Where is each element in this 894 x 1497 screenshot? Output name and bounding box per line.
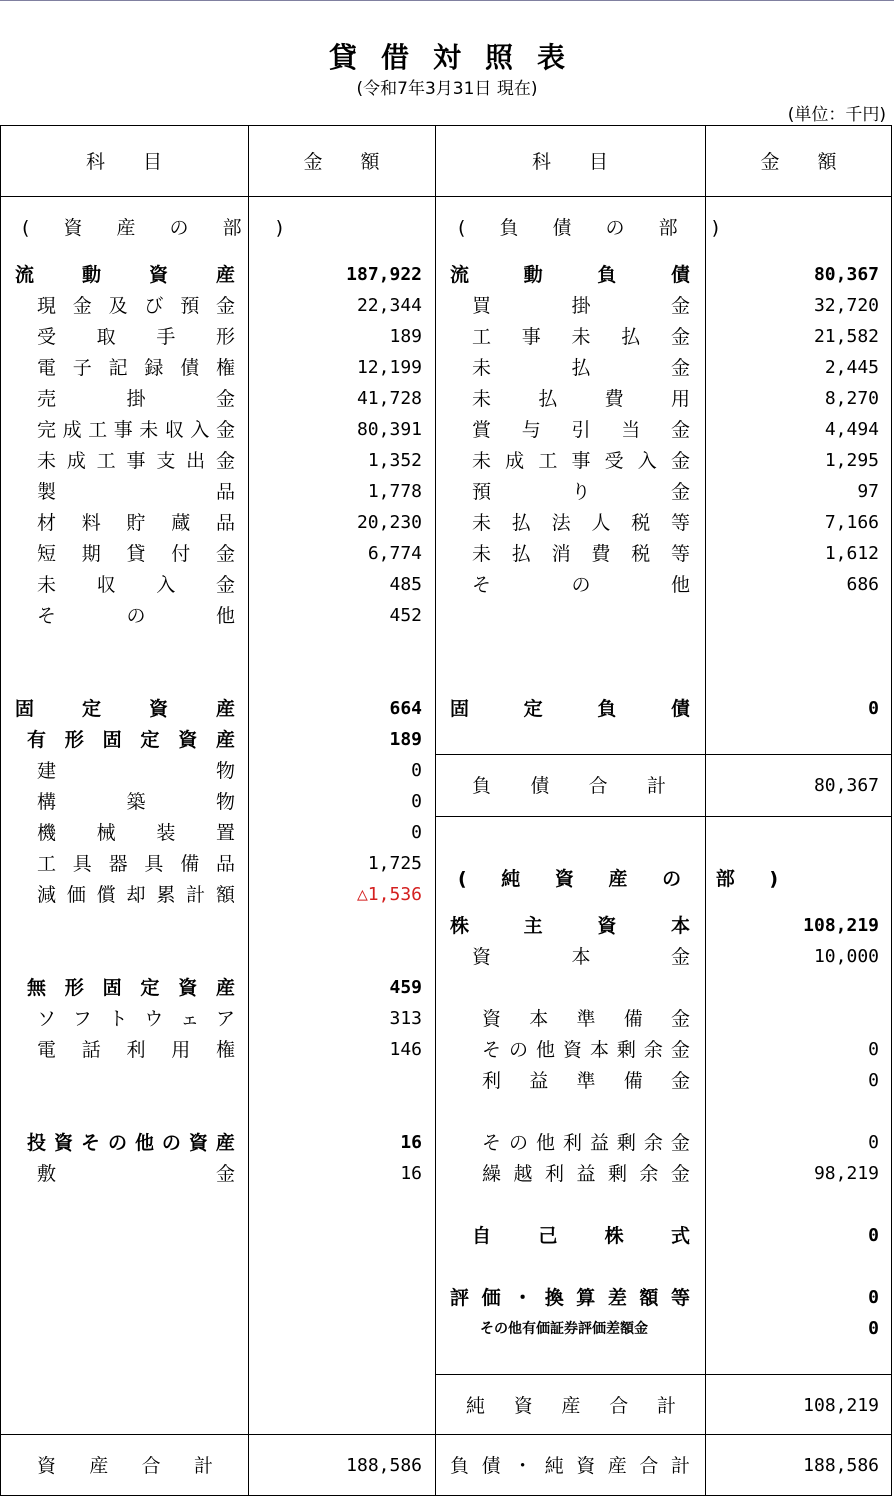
treasury-value: 0 — [868, 1225, 879, 1246]
total-liab-label: 負 債 合 計 — [472, 775, 666, 797]
header-rule — [0, 196, 892, 197]
asset-row-value: 485 — [389, 574, 422, 595]
asset-row-label: 敷 金 — [37, 1163, 235, 1185]
divider-liab-amount — [705, 125, 706, 1496]
asset-row-value: 16 — [400, 1163, 422, 1184]
depreciation-value: △1,536 — [356, 884, 422, 905]
liab-row-label: 未 払 消 費 税 等 — [472, 543, 690, 565]
assets-section: ( 資 産 の 部 ) — [22, 217, 298, 239]
asset-row-value: 12,199 — [356, 357, 422, 378]
other-retained-value: 0 — [868, 1132, 879, 1153]
asset-row-label: 完 成 工 事 未 収 入 金 — [37, 419, 235, 441]
current-liab-label: 流 動 負 債 — [450, 264, 690, 286]
liab-row-value: 21,582 — [813, 326, 879, 347]
liab-row-label: 未 払 費 用 — [472, 388, 690, 410]
equity-label: 株 主 資 本 — [450, 915, 690, 937]
capital-label: 資 本 金 — [472, 946, 690, 968]
investments-total: 16 — [400, 1132, 422, 1153]
liab-row-label: 預 り 金 — [472, 481, 690, 503]
asset-row-value: 452 — [389, 605, 422, 626]
asset-row-value: 41,728 — [356, 388, 422, 409]
liab-row-value: 1,612 — [824, 543, 879, 564]
fixed-assets-label: 固 定 資 産 — [15, 698, 235, 720]
earned-reserve-label: 利 益 準 備 金 — [482, 1070, 690, 1092]
liab-row-label: そ の 他 — [472, 574, 690, 596]
capital-reserve-label: 資 本 準 備 金 — [482, 1008, 690, 1030]
other-capital-surplus-value: 0 — [868, 1039, 879, 1060]
asset-row-value: 80,391 — [356, 419, 422, 440]
fixed-assets-total: 664 — [389, 698, 422, 719]
asset-row-label: 電 子 記 録 債 権 — [37, 357, 235, 379]
total-rule — [0, 1434, 892, 1435]
page-title: 貸借対照表 — [328, 41, 589, 74]
tangible-assets-label: 有 形 固 定 資 産 — [27, 729, 235, 751]
treasury-label: 自 己 株 式 — [472, 1225, 690, 1247]
equity-total: 108,219 — [803, 915, 879, 936]
unit-label: (単位：千円) — [787, 105, 886, 125]
retained-carryforward-label: 繰 越 利 益 剰 余 金 — [482, 1163, 690, 1185]
current-liab-total: 80,367 — [813, 264, 879, 285]
grand-total-value: 188,586 — [803, 1455, 879, 1476]
asset-row-label: 機 械 装 置 — [37, 822, 235, 844]
asset-row-value: 1,725 — [367, 853, 422, 874]
current-assets-label: 流 動 資 産 — [15, 264, 235, 286]
date-subtitle: (令和7年3月31日 現在) — [356, 79, 538, 99]
securities-valuation-label: その他有価証券評価差額金 — [480, 1321, 648, 1337]
earned-reserve-value: 0 — [868, 1070, 879, 1091]
liab-row-value: 32,720 — [813, 295, 879, 316]
net-assets-section: ( 純 資 産 の 部 ) — [458, 868, 793, 890]
asset-row-value: 1,778 — [367, 481, 422, 502]
asset-row-value: 20,230 — [356, 512, 422, 533]
other-capital-surplus-label: そ の 他 資 本 剰 余 金 — [482, 1039, 690, 1061]
liab-row-value: 686 — [846, 574, 879, 595]
asset-row-value: 146 — [389, 1039, 422, 1060]
liab-row-value: 8,270 — [824, 388, 879, 409]
liab-row-label: 買 掛 金 — [472, 295, 690, 317]
valuation-label: 評 価 ・ 換 算 差 額 等 — [450, 1287, 690, 1309]
asset-row-value: 0 — [411, 822, 422, 843]
grand-total-label: 負 債 ・ 純 資 産 合 計 — [450, 1455, 690, 1477]
liab-total-rule — [435, 816, 892, 817]
asset-row-label: ソ フ ト ウ ェ ア — [37, 1008, 235, 1030]
liab-row-value: 1,295 — [824, 450, 879, 471]
liab-row-label: 未 払 法 人 税 等 — [472, 512, 690, 534]
asset-row-label: 電 話 利 用 権 — [37, 1039, 235, 1061]
valuation-total: 0 — [868, 1287, 879, 1308]
liabilities-section: ( 負 債 の 部 ) — [458, 217, 734, 239]
fixed-liab-label: 固 定 負 債 — [450, 698, 690, 720]
fixed-liab-total: 0 — [868, 698, 879, 719]
liab-row-label: 賞 与 引 当 金 — [472, 419, 690, 441]
liab-row-value: 97 — [857, 481, 879, 502]
investments-label: 投 資 そ の 他 の 資 産 — [27, 1132, 235, 1154]
asset-row-label: 材 料 貯 蔵 品 — [37, 512, 235, 534]
asset-row-label: 現 金 及 び 預 金 — [37, 295, 235, 317]
intangible-assets-total: 459 — [389, 977, 422, 998]
header-item-left: 科目 — [85, 151, 200, 173]
tangible-assets-total: 189 — [389, 729, 422, 750]
liab-row-value: 7,166 — [824, 512, 879, 533]
asset-row-value: 6,774 — [367, 543, 422, 564]
liab-row-label: 未 払 金 — [472, 357, 690, 379]
asset-row-label: 製 品 — [37, 481, 235, 503]
total-net-assets-label: 純 資 産 合 計 — [466, 1395, 676, 1417]
header-item-right: 科目 — [531, 151, 646, 173]
total-assets-value: 188,586 — [346, 1455, 422, 1476]
asset-row-label: 減 価 償 却 累 計 額 — [37, 884, 235, 906]
asset-row-value: 313 — [389, 1008, 422, 1029]
asset-row-label: 短 期 貸 付 金 — [37, 543, 235, 565]
liab-row-value: 4,494 — [824, 419, 879, 440]
liab-row-value: 2,445 — [824, 357, 879, 378]
divider-asset-amount — [248, 125, 249, 1496]
capital-value: 10,000 — [813, 946, 879, 967]
asset-row-label: 売 掛 金 — [37, 388, 235, 410]
divider-center — [435, 125, 436, 1496]
top-rule — [0, 0, 894, 1]
asset-row-label: 工 具 器 具 備 品 — [37, 853, 235, 875]
asset-row-value: 0 — [411, 760, 422, 781]
retained-carryforward-value: 98,219 — [813, 1163, 879, 1184]
asset-row-label: 未 収 入 金 — [37, 574, 235, 596]
liab-row-label: 工 事 未 払 金 — [472, 326, 690, 348]
asset-row-label: 建 物 — [37, 760, 235, 782]
liab-fixed-rule — [435, 754, 892, 755]
asset-row-label: そ の 他 — [37, 605, 235, 627]
securities-valuation-value: 0 — [868, 1318, 879, 1339]
net-total-rule — [435, 1374, 892, 1375]
liab-row-label: 未 成 工 事 受 入 金 — [472, 450, 690, 472]
asset-row-label: 受 取 手 形 — [37, 326, 235, 348]
other-retained-label: そ の 他 利 益 剰 余 金 — [482, 1132, 690, 1154]
total-assets-label: 資 産 合 計 — [37, 1455, 213, 1477]
header-amount-left: 金額 — [303, 151, 418, 173]
current-assets-total: 187,922 — [346, 264, 422, 285]
total-liab-value: 80,367 — [813, 775, 879, 796]
asset-row-value: 189 — [389, 326, 422, 347]
total-net-assets-value: 108,219 — [803, 1395, 879, 1416]
intangible-assets-label: 無 形 固 定 資 産 — [27, 977, 235, 999]
asset-row-label: 未 成 工 事 支 出 金 — [37, 450, 235, 472]
asset-row-value: 22,344 — [356, 295, 422, 316]
asset-row-value: 1,352 — [367, 450, 422, 471]
header-amount-right: 金額 — [760, 151, 875, 173]
asset-row-value: 0 — [411, 791, 422, 812]
asset-row-label: 構 築 物 — [37, 791, 235, 813]
